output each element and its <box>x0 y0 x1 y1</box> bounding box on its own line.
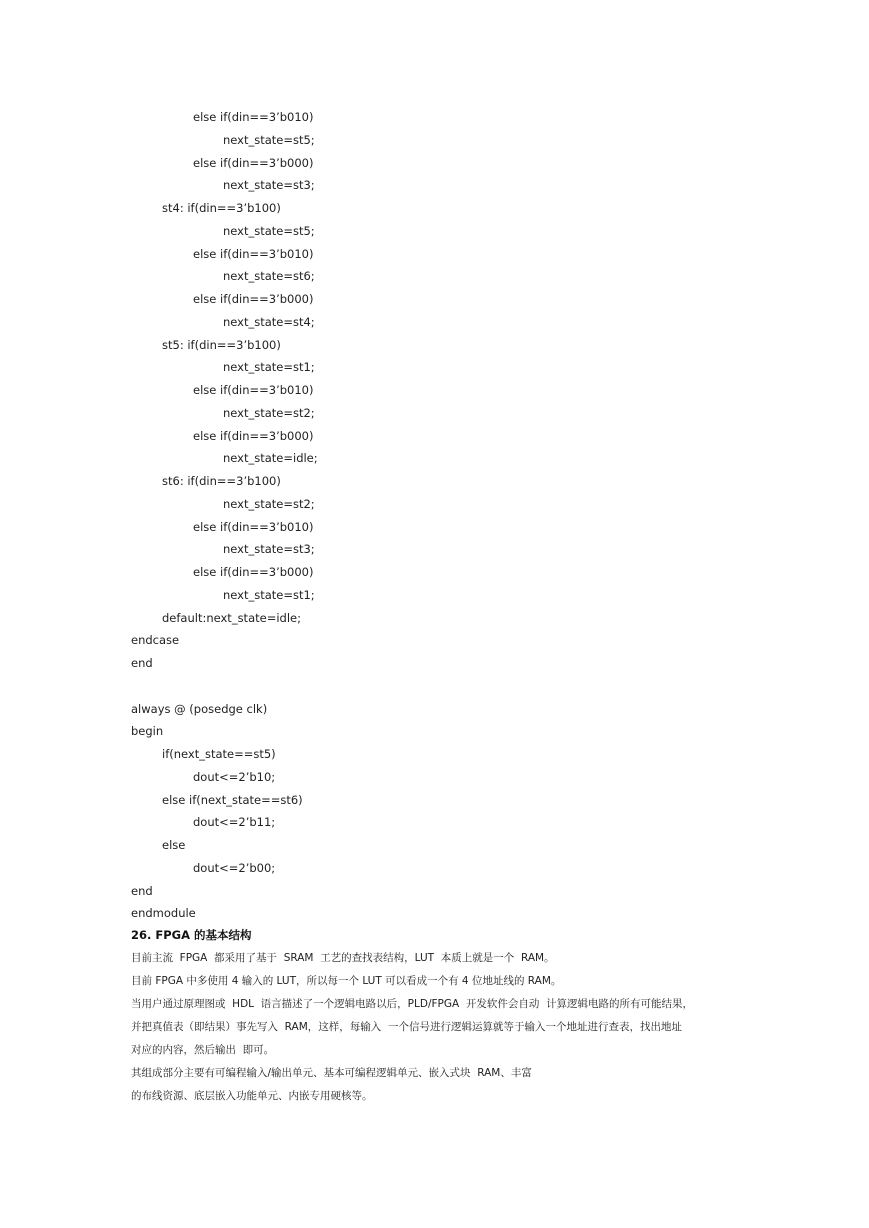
code-line: next_state=st4; <box>223 314 315 329</box>
code-line: else if(din==3’b010) <box>193 110 314 124</box>
code-line: default:next_state=idle; <box>162 610 301 625</box>
code-line: next_state=st5; <box>223 132 315 147</box>
code-line: dout<=2’b00; <box>193 860 276 875</box>
code-line: next_state=st3; <box>223 542 315 557</box>
code-line: else if(din==3’b010) <box>193 383 314 397</box>
code-line: else if(din==3’b000) <box>193 155 314 170</box>
code-line: end <box>131 656 153 670</box>
code-line: else if(din==3’b000) <box>193 428 314 443</box>
paragraph-line: 目前主流 FPGA 都采用了基于 SRAM 工艺的查找表结构，LUT 本质上就是一个 RAM。 <box>131 951 555 964</box>
code-line: else if(din==3’b000) <box>193 292 314 306</box>
section-heading: 26. FPGA 的基本结构 <box>131 928 252 942</box>
code-line: dout<=2’b11; <box>193 815 276 830</box>
paragraph-line: 的布线资源、底层嵌入功能单元、内嵌专用硬核等。 <box>131 1089 373 1102</box>
code-line: next_state=st2; <box>223 496 315 511</box>
code-line: else if(din==3’b010) <box>193 519 314 534</box>
code-line <box>131 675 771 698</box>
code-line: st4: if(din==3’b100) <box>162 201 281 215</box>
code-line: next_state=st1; <box>223 360 315 375</box>
code-listing <box>131 106 771 925</box>
code-line: else <box>162 838 186 852</box>
code-line: next_state=st6; <box>223 269 315 284</box>
code-line: next_state=idle; <box>223 451 318 466</box>
code-line: else if(din==3’b010) <box>193 246 314 261</box>
code-line: next_state=st2; <box>223 405 315 420</box>
code-line: st5: if(din==3’b100) <box>162 337 281 352</box>
code-line: dout<=2’b10; <box>193 769 276 784</box>
code-line: if(next_state==st5) <box>162 747 276 761</box>
paragraph-line: 当用户通过原理图或 HDL 语言描述了一个逻辑电路以后，PLD/FPGA 开发软件会自动 计算逻辑电路的所有可能结果， <box>131 997 694 1010</box>
section-body <box>131 947 751 1108</box>
code-line: next_state=st3; <box>223 178 315 193</box>
code-line: endmodule <box>131 906 196 921</box>
code-line: end <box>131 883 153 898</box>
paragraph-line: 对应的内容，然后输出 即可。 <box>131 1043 275 1056</box>
code-line: endcase <box>131 633 180 648</box>
paragraph-line: 并把真值表（即结果）事先写入 RAM，这样，每输入 一个信号进行逻辑运算就等于输入一个地址进行查表，找出地址 <box>131 1020 682 1033</box>
code-line: st6: if(din==3’b100) <box>162 474 281 488</box>
code-line: else if(din==3’b000) <box>193 565 314 579</box>
paragraph-line: 目前 FPGA 中多使用 4 输入的 LUT，所以每一个 LUT 可以看成一个有 4 位地址线的 RAM。 <box>131 974 562 987</box>
code-line: else if(next_state==st6) <box>162 792 303 807</box>
paragraph-line: 其组成部分主要有可编程输入/输出单元、基本可编程逻辑单元、嵌入式块 RAM、丰富 <box>131 1066 532 1079</box>
code-line: next_state=st5; <box>223 223 315 238</box>
code-line: begin <box>131 724 164 739</box>
code-line: always @ (posedge clk) <box>131 701 268 716</box>
section-fpga-structure <box>131 924 751 1108</box>
code-line: next_state=st1; <box>223 587 315 602</box>
